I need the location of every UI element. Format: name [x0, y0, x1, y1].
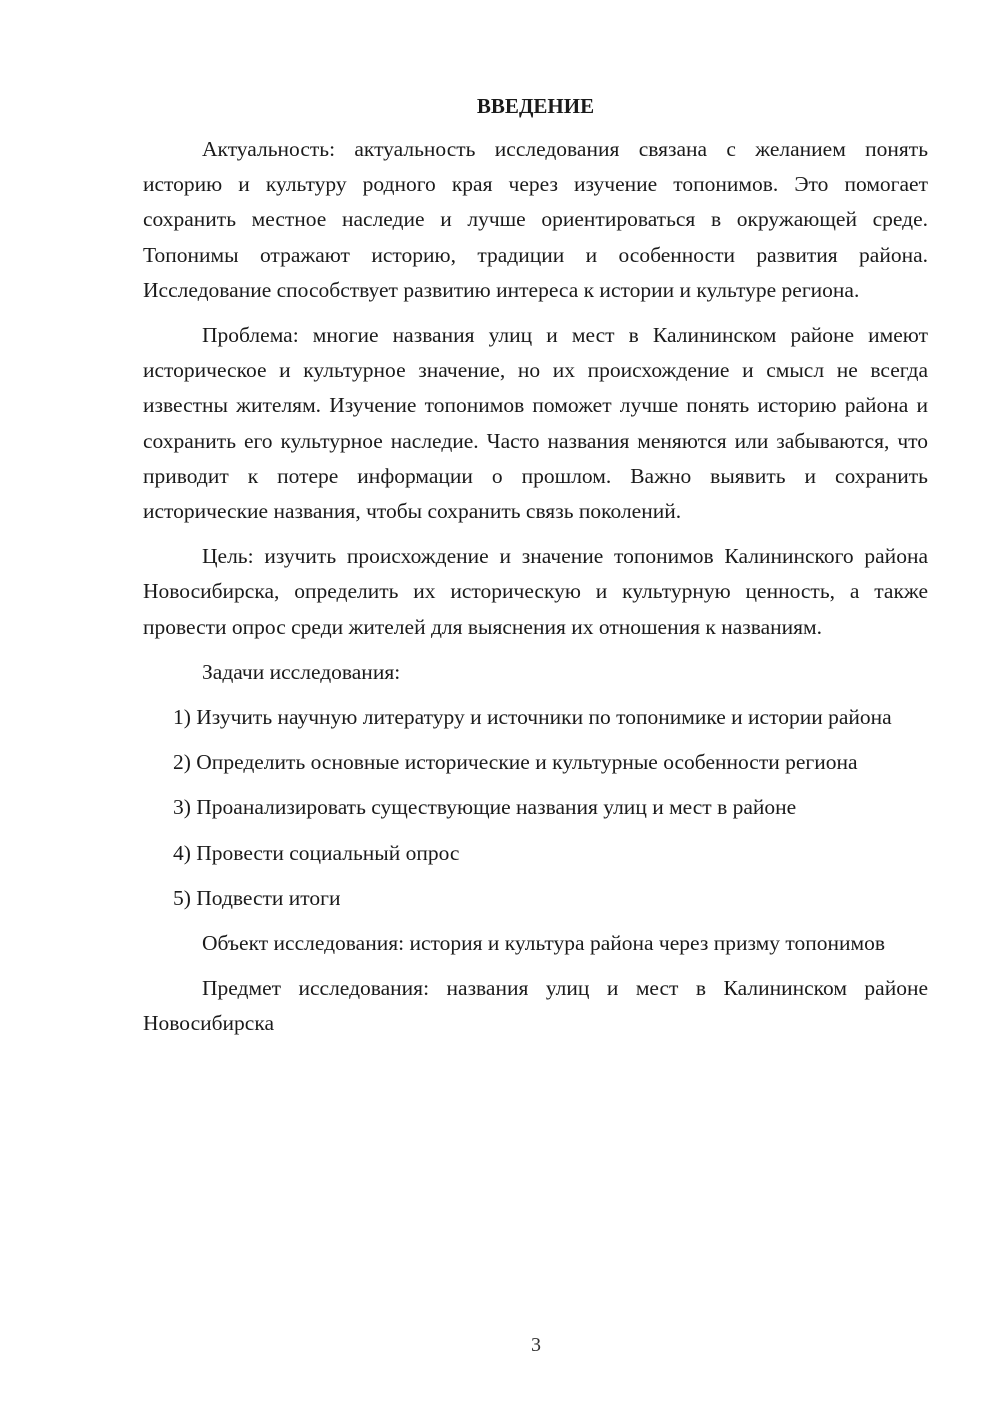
task-item-4: 4) Провести социальный опрос — [173, 840, 460, 865]
task-item-3: 3) Проанализировать существующие названия улиц и мест в районе — [173, 795, 797, 820]
section-title: ВВЕДЕНИЕ — [476, 94, 595, 118]
object-paragraph: Объект исследования: история и культура района через призму топонимов — [202, 931, 886, 956]
tasks-heading: Задачи исследования: — [202, 659, 401, 684]
problem-paragraph: Проблема: многие названия улиц и мест в Калининском районе имеют историческое и культурное значение, но их происхождение и смысл не всегда известны жителям. Изучение топонимов поможет лучше понять историю района и сохранить его культурное наследие. Часто названия меняются или забываются, что приводит к потере информации о прошлом. Важно выявить и сохранить исторические названия, чтобы сохранить связь поколений. — [143, 323, 928, 524]
page-number: 3 — [531, 1334, 541, 1356]
task-item-5: 5) Подвести итоги — [173, 885, 341, 910]
task-item-1: 1) Изучить научную литературу и источники по топонимике и истории района — [173, 705, 892, 730]
goal-paragraph: Цель: изучить происхождение и значение топонимов Калининского района Новосибирска, определить их историческую и культурную ценность, а также провести опрос среди жителей для выяснения их отношения к названиям. — [143, 544, 928, 639]
document-page — [143, 92, 928, 1042]
subject-paragraph: Предмет исследования: названия улиц и мест в Калининском районе Новосибирска — [143, 976, 928, 1036]
task-item-2: 2) Определить основные исторические и культурные особенности региона — [173, 750, 858, 775]
relevance-paragraph: Актуальность: актуальность исследования связана с желанием понять историю и культуру родного края через изучение топонимов. Это помогает сохранить местное наследие и лучше ориентироваться в окружающей среде. Топонимы отражают историю, традиции и особенности развития района. Исследование способствует развитию интереса к истории и культуре региона. — [143, 137, 928, 302]
